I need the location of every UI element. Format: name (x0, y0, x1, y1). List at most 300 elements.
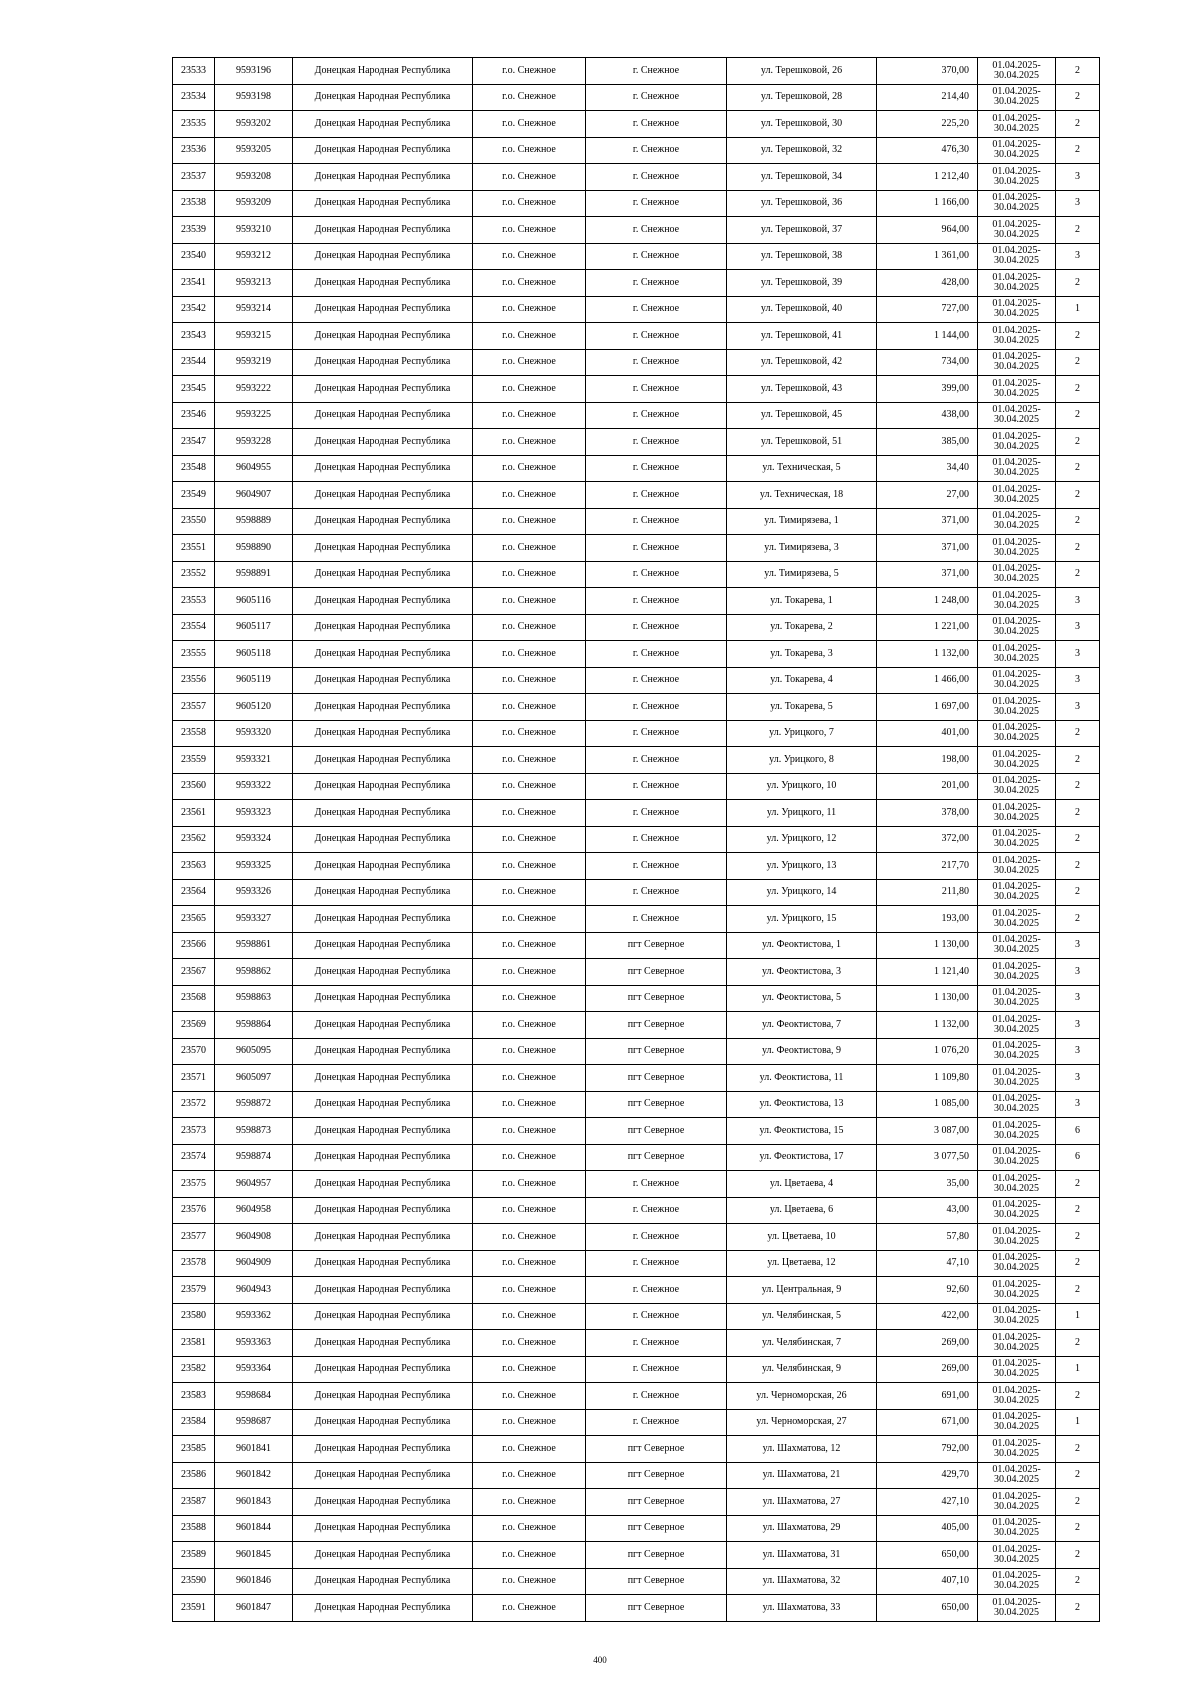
period-start: 01.04.2025- (992, 1490, 1041, 1502)
municipality-cell: г.о. Снежное (473, 959, 586, 986)
region-cell: Донецкая Народная Республика (293, 1409, 473, 1436)
object-id-cell: 9601845 (215, 1542, 293, 1569)
area-cell: 1 166,00 (877, 190, 978, 217)
period-end: 30.04.2025 (994, 705, 1039, 717)
region-cell: Донецкая Народная Республика (293, 1197, 473, 1224)
period-cell (978, 985, 1056, 1012)
address-cell: ул. Токарева, 3 (727, 641, 877, 668)
area-cell: 405,00 (877, 1515, 978, 1542)
period-end: 30.04.2025 (994, 1394, 1039, 1406)
region-cell: Донецкая Народная Республика (293, 270, 473, 297)
address-cell: ул. Терешковой, 36 (727, 190, 877, 217)
row-number-cell: 23591 (173, 1595, 215, 1622)
period-end: 30.04.2025 (994, 997, 1039, 1009)
table-row (173, 349, 1100, 376)
period-start: 01.04.2025- (992, 987, 1041, 999)
area-cell: 43,00 (877, 1197, 978, 1224)
locality-cell: г. Снежное (586, 429, 727, 456)
locality-cell: пгт Северное (586, 1118, 727, 1145)
table-row (173, 694, 1100, 721)
object-id-cell: 9604958 (215, 1197, 293, 1224)
period-start: 01.04.2025- (992, 1331, 1041, 1343)
row-number-cell: 23543 (173, 323, 215, 350)
region-cell: Донецкая Народная Республика (293, 985, 473, 1012)
object-id-cell: 9593222 (215, 376, 293, 403)
address-cell: ул. Терешковой, 37 (727, 217, 877, 244)
object-id-cell: 9593322 (215, 773, 293, 800)
period-start: 01.04.2025- (992, 1146, 1041, 1158)
period-start: 01.04.2025- (992, 1093, 1041, 1105)
period-end: 30.04.2025 (994, 228, 1039, 240)
address-cell: ул. Феоктистова, 5 (727, 985, 877, 1012)
municipality-cell: г.о. Снежное (473, 932, 586, 959)
area-cell: 1 130,00 (877, 932, 978, 959)
area-cell: 1 248,00 (877, 588, 978, 615)
object-id-cell: 9598863 (215, 985, 293, 1012)
object-id-cell: 9593210 (215, 217, 293, 244)
period-start: 01.04.2025- (992, 112, 1041, 124)
address-cell: ул. Тимирязева, 1 (727, 508, 877, 535)
area-cell: 385,00 (877, 429, 978, 456)
row-number-cell: 23549 (173, 482, 215, 509)
period-start: 01.04.2025- (992, 218, 1041, 230)
municipality-cell: г.о. Снежное (473, 1595, 586, 1622)
count-cell: 3 (1056, 959, 1100, 986)
row-number-cell: 23548 (173, 455, 215, 482)
period-cell (978, 164, 1056, 191)
row-number-cell: 23534 (173, 84, 215, 111)
locality-cell: пгт Северное (586, 1542, 727, 1569)
period-start: 01.04.2025- (992, 271, 1041, 283)
period-end: 30.04.2025 (994, 679, 1039, 691)
count-cell: 2 (1056, 376, 1100, 403)
period-end: 30.04.2025 (994, 361, 1039, 373)
address-cell: ул. Цветаева, 4 (727, 1171, 877, 1198)
address-cell: ул. Токарева, 4 (727, 667, 877, 694)
region-cell: Донецкая Народная Республика (293, 217, 473, 244)
period-cell (978, 1568, 1056, 1595)
region-cell: Донецкая Народная Республика (293, 1595, 473, 1622)
period-start: 01.04.2025- (992, 881, 1041, 893)
municipality-cell: г.о. Снежное (473, 1065, 586, 1092)
object-id-cell: 9605120 (215, 694, 293, 721)
period-end: 30.04.2025 (994, 1129, 1039, 1141)
count-cell: 2 (1056, 1224, 1100, 1251)
count-cell: 2 (1056, 1515, 1100, 1542)
municipality-cell: г.о. Снежное (473, 402, 586, 429)
period-end: 30.04.2025 (994, 1553, 1039, 1565)
object-id-cell: 9601844 (215, 1515, 293, 1542)
table-row (173, 588, 1100, 615)
area-cell: 792,00 (877, 1436, 978, 1463)
period-cell (978, 402, 1056, 429)
municipality-cell: г.о. Снежное (473, 58, 586, 85)
region-cell: Донецкая Народная Республика (293, 1462, 473, 1489)
municipality-cell: г.о. Снежное (473, 1038, 586, 1065)
period-end: 30.04.2025 (994, 122, 1039, 134)
row-number-cell: 23576 (173, 1197, 215, 1224)
address-cell: ул. Центральная, 9 (727, 1277, 877, 1304)
period-cell (978, 1542, 1056, 1569)
row-number-cell: 23582 (173, 1356, 215, 1383)
period-cell (978, 1065, 1056, 1092)
object-id-cell: 9593363 (215, 1330, 293, 1357)
region-cell: Донецкая Народная Республика (293, 1436, 473, 1463)
municipality-cell: г.о. Снежное (473, 879, 586, 906)
count-cell: 6 (1056, 1118, 1100, 1145)
municipality-cell: г.о. Снежное (473, 1489, 586, 1516)
period-cell (978, 84, 1056, 111)
object-id-cell: 9593325 (215, 853, 293, 880)
area-cell: 371,00 (877, 508, 978, 535)
period-start: 01.04.2025- (992, 695, 1041, 707)
address-cell: ул. Техническая, 18 (727, 482, 877, 509)
table-row (173, 614, 1100, 641)
period-cell (978, 906, 1056, 933)
table-row (173, 1038, 1100, 1065)
object-id-cell: 9593320 (215, 720, 293, 747)
object-id-cell: 9598684 (215, 1383, 293, 1410)
period-start: 01.04.2025- (992, 510, 1041, 522)
address-cell: ул. Шахматова, 32 (727, 1568, 877, 1595)
period-end: 30.04.2025 (994, 785, 1039, 797)
table-row (173, 720, 1100, 747)
municipality-cell: г.о. Снежное (473, 1542, 586, 1569)
row-number-cell: 23583 (173, 1383, 215, 1410)
count-cell: 3 (1056, 1091, 1100, 1118)
period-end: 30.04.2025 (994, 1447, 1039, 1459)
period-end: 30.04.2025 (994, 387, 1039, 399)
count-cell: 2 (1056, 535, 1100, 562)
object-id-cell: 9598861 (215, 932, 293, 959)
area-cell: 3 087,00 (877, 1118, 978, 1145)
count-cell: 2 (1056, 217, 1100, 244)
locality-cell: г. Снежное (586, 800, 727, 827)
address-cell: ул. Техническая, 5 (727, 455, 877, 482)
area-cell: 371,00 (877, 535, 978, 562)
municipality-cell: г.о. Снежное (473, 773, 586, 800)
object-id-cell: 9601846 (215, 1568, 293, 1595)
row-number-cell: 23566 (173, 932, 215, 959)
address-cell: ул. Терешковой, 26 (727, 58, 877, 85)
period-start: 01.04.2025- (992, 669, 1041, 681)
address-cell: ул. Терешковой, 45 (727, 402, 877, 429)
period-cell (978, 826, 1056, 853)
count-cell: 3 (1056, 641, 1100, 668)
municipality-cell: г.о. Снежное (473, 217, 586, 244)
count-cell: 3 (1056, 614, 1100, 641)
table-row (173, 1012, 1100, 1039)
locality-cell: г. Снежное (586, 349, 727, 376)
area-cell: 269,00 (877, 1330, 978, 1357)
address-cell: ул. Черноморская, 26 (727, 1383, 877, 1410)
table-row (173, 773, 1100, 800)
row-number-cell: 23572 (173, 1091, 215, 1118)
table-row (173, 270, 1100, 297)
address-cell: ул. Терешковой, 34 (727, 164, 877, 191)
municipality-cell: г.о. Снежное (473, 296, 586, 323)
row-number-cell: 23563 (173, 853, 215, 880)
region-cell: Донецкая Народная Республика (293, 641, 473, 668)
locality-cell: г. Снежное (586, 296, 727, 323)
municipality-cell: г.о. Снежное (473, 694, 586, 721)
period-cell (978, 349, 1056, 376)
municipality-cell: г.о. Снежное (473, 535, 586, 562)
object-id-cell: 9593219 (215, 349, 293, 376)
object-id-cell: 9593196 (215, 58, 293, 85)
period-end: 30.04.2025 (994, 175, 1039, 187)
address-cell: ул. Феоктистова, 17 (727, 1144, 877, 1171)
object-id-cell: 9593323 (215, 800, 293, 827)
count-cell: 1 (1056, 1303, 1100, 1330)
object-id-cell: 9598874 (215, 1144, 293, 1171)
object-id-cell: 9593202 (215, 111, 293, 138)
municipality-cell: г.о. Снежное (473, 614, 586, 641)
period-cell (978, 1330, 1056, 1357)
locality-cell: г. Снежное (586, 164, 727, 191)
region-cell: Донецкая Народная Республика (293, 190, 473, 217)
area-cell: 399,00 (877, 376, 978, 403)
table-row (173, 508, 1100, 535)
period-end: 30.04.2025 (994, 1209, 1039, 1221)
region-cell: Донецкая Народная Республика (293, 376, 473, 403)
period-end: 30.04.2025 (994, 599, 1039, 611)
period-cell (978, 1356, 1056, 1383)
table-row (173, 535, 1100, 562)
count-cell: 3 (1056, 667, 1100, 694)
municipality-cell: г.о. Снежное (473, 985, 586, 1012)
period-cell (978, 323, 1056, 350)
address-cell: ул. Терешковой, 38 (727, 243, 877, 270)
period-start: 01.04.2025- (992, 1199, 1041, 1211)
address-cell: ул. Цветаева, 6 (727, 1197, 877, 1224)
period-end: 30.04.2025 (994, 652, 1039, 664)
period-start: 01.04.2025- (992, 192, 1041, 204)
object-id-cell: 9598873 (215, 1118, 293, 1145)
municipality-cell: г.о. Снежное (473, 800, 586, 827)
period-end: 30.04.2025 (994, 414, 1039, 426)
period-cell (978, 1595, 1056, 1622)
object-id-cell: 9598862 (215, 959, 293, 986)
region-cell: Донецкая Народная Республика (293, 84, 473, 111)
table-row (173, 376, 1100, 403)
period-end: 30.04.2025 (994, 838, 1039, 850)
row-number-cell: 23568 (173, 985, 215, 1012)
municipality-cell: г.о. Снежное (473, 720, 586, 747)
table-row (173, 1542, 1100, 1569)
row-number-cell: 23541 (173, 270, 215, 297)
count-cell: 6 (1056, 1144, 1100, 1171)
period-start: 01.04.2025- (992, 1278, 1041, 1290)
table-row (173, 1568, 1100, 1595)
object-id-cell: 9604943 (215, 1277, 293, 1304)
table-row (173, 1356, 1100, 1383)
municipality-cell: г.о. Снежное (473, 111, 586, 138)
object-id-cell: 9593212 (215, 243, 293, 270)
locality-cell: г. Снежное (586, 1409, 727, 1436)
row-number-cell: 23545 (173, 376, 215, 403)
locality-cell: г. Снежное (586, 773, 727, 800)
period-start: 01.04.2025- (992, 1172, 1041, 1184)
municipality-cell: г.о. Снежное (473, 190, 586, 217)
locality-cell: г. Снежное (586, 111, 727, 138)
period-cell (978, 296, 1056, 323)
object-id-cell: 9593327 (215, 906, 293, 933)
object-id-cell: 9598864 (215, 1012, 293, 1039)
period-cell (978, 1197, 1056, 1224)
period-cell (978, 1012, 1056, 1039)
region-cell: Донецкая Народная Республика (293, 137, 473, 164)
count-cell: 3 (1056, 1038, 1100, 1065)
row-number-cell: 23586 (173, 1462, 215, 1489)
locality-cell: г. Снежное (586, 1197, 727, 1224)
region-cell: Донецкая Народная Республика (293, 349, 473, 376)
period-start: 01.04.2025- (992, 1358, 1041, 1370)
table-row (173, 1489, 1100, 1516)
region-cell: Донецкая Народная Республика (293, 932, 473, 959)
table-row (173, 1515, 1100, 1542)
count-cell: 3 (1056, 694, 1100, 721)
count-cell: 3 (1056, 243, 1100, 270)
period-start: 01.04.2025- (992, 1384, 1041, 1396)
count-cell: 2 (1056, 482, 1100, 509)
municipality-cell: г.о. Снежное (473, 1012, 586, 1039)
period-cell (978, 243, 1056, 270)
period-end: 30.04.2025 (994, 149, 1039, 161)
area-cell: 734,00 (877, 349, 978, 376)
area-cell: 211,80 (877, 879, 978, 906)
address-cell: ул. Феоктистова, 15 (727, 1118, 877, 1145)
period-start: 01.04.2025- (992, 298, 1041, 310)
period-start: 01.04.2025- (992, 1464, 1041, 1476)
row-number-cell: 23574 (173, 1144, 215, 1171)
locality-cell: пгт Северное (586, 1065, 727, 1092)
table-row (173, 137, 1100, 164)
address-cell: ул. Токарева, 1 (727, 588, 877, 615)
count-cell: 3 (1056, 1012, 1100, 1039)
region-cell: Донецкая Народная Республика (293, 747, 473, 774)
locality-cell: г. Снежное (586, 1171, 727, 1198)
period-end: 30.04.2025 (994, 1023, 1039, 1035)
count-cell: 2 (1056, 323, 1100, 350)
period-cell (978, 932, 1056, 959)
row-number-cell: 23570 (173, 1038, 215, 1065)
period-start: 01.04.2025- (992, 960, 1041, 972)
period-end: 30.04.2025 (994, 1156, 1039, 1168)
locality-cell: г. Снежное (586, 667, 727, 694)
period-cell (978, 376, 1056, 403)
object-id-cell: 9605118 (215, 641, 293, 668)
address-cell: ул. Урицкого, 7 (727, 720, 877, 747)
address-cell: ул. Урицкого, 14 (727, 879, 877, 906)
period-cell (978, 1462, 1056, 1489)
region-cell: Донецкая Народная Республика (293, 1515, 473, 1542)
region-cell: Донецкая Народная Республика (293, 1118, 473, 1145)
row-number-cell: 23569 (173, 1012, 215, 1039)
row-number-cell: 23539 (173, 217, 215, 244)
municipality-cell: г.о. Снежное (473, 1197, 586, 1224)
count-cell: 2 (1056, 1595, 1100, 1622)
region-cell: Донецкая Народная Республика (293, 508, 473, 535)
address-cell: ул. Феоктистова, 11 (727, 1065, 877, 1092)
object-id-cell: 9598890 (215, 535, 293, 562)
area-cell: 27,00 (877, 482, 978, 509)
area-cell: 269,00 (877, 1356, 978, 1383)
object-id-cell: 9593324 (215, 826, 293, 853)
row-number-cell: 23560 (173, 773, 215, 800)
address-cell: ул. Челябинская, 9 (727, 1356, 877, 1383)
area-cell: 650,00 (877, 1595, 978, 1622)
period-cell (978, 1409, 1056, 1436)
area-cell: 217,70 (877, 853, 978, 880)
period-end: 30.04.2025 (994, 811, 1039, 823)
row-number-cell: 23544 (173, 349, 215, 376)
address-cell: ул. Челябинская, 7 (727, 1330, 877, 1357)
area-cell: 201,00 (877, 773, 978, 800)
locality-cell: пгт Северное (586, 1595, 727, 1622)
region-cell: Донецкая Народная Республика (293, 1171, 473, 1198)
period-start: 01.04.2025- (992, 245, 1041, 257)
municipality-cell: г.о. Снежное (473, 243, 586, 270)
period-start: 01.04.2025- (992, 854, 1041, 866)
period-start: 01.04.2025- (992, 1517, 1041, 1529)
row-number-cell: 23584 (173, 1409, 215, 1436)
count-cell: 2 (1056, 1330, 1100, 1357)
period-end: 30.04.2025 (994, 970, 1039, 982)
object-id-cell: 9605117 (215, 614, 293, 641)
locality-cell: г. Снежное (586, 588, 727, 615)
period-end: 30.04.2025 (994, 732, 1039, 744)
locality-cell: пгт Северное (586, 959, 727, 986)
region-cell: Донецкая Народная Республика (293, 588, 473, 615)
municipality-cell: г.о. Снежное (473, 349, 586, 376)
count-cell: 2 (1056, 1197, 1100, 1224)
object-id-cell: 9604957 (215, 1171, 293, 1198)
object-id-cell: 9593326 (215, 879, 293, 906)
table-row (173, 402, 1100, 429)
locality-cell: г. Снежное (586, 243, 727, 270)
region-cell: Донецкая Народная Республика (293, 455, 473, 482)
region-cell: Донецкая Народная Республика (293, 1012, 473, 1039)
table-row (173, 641, 1100, 668)
table-row (173, 800, 1100, 827)
count-cell: 2 (1056, 349, 1100, 376)
area-cell: 1 132,00 (877, 1012, 978, 1039)
row-number-cell: 23537 (173, 164, 215, 191)
period-cell (978, 959, 1056, 986)
count-cell: 2 (1056, 1171, 1100, 1198)
count-cell: 2 (1056, 800, 1100, 827)
address-cell: ул. Феоктистова, 1 (727, 932, 877, 959)
locality-cell: пгт Северное (586, 985, 727, 1012)
locality-cell: г. Снежное (586, 1303, 727, 1330)
count-cell: 2 (1056, 747, 1100, 774)
object-id-cell: 9605097 (215, 1065, 293, 1092)
count-cell: 3 (1056, 985, 1100, 1012)
period-cell (978, 1171, 1056, 1198)
period-end: 30.04.2025 (994, 520, 1039, 532)
region-cell: Донецкая Народная Республика (293, 906, 473, 933)
municipality-cell: г.о. Снежное (473, 323, 586, 350)
row-number-cell: 23590 (173, 1568, 215, 1595)
row-number-cell: 23547 (173, 429, 215, 456)
row-number-cell: 23555 (173, 641, 215, 668)
area-cell: 1 130,00 (877, 985, 978, 1012)
row-number-cell: 23542 (173, 296, 215, 323)
period-cell (978, 800, 1056, 827)
address-cell: ул. Шахматова, 12 (727, 1436, 877, 1463)
locality-cell: пгт Северное (586, 1012, 727, 1039)
